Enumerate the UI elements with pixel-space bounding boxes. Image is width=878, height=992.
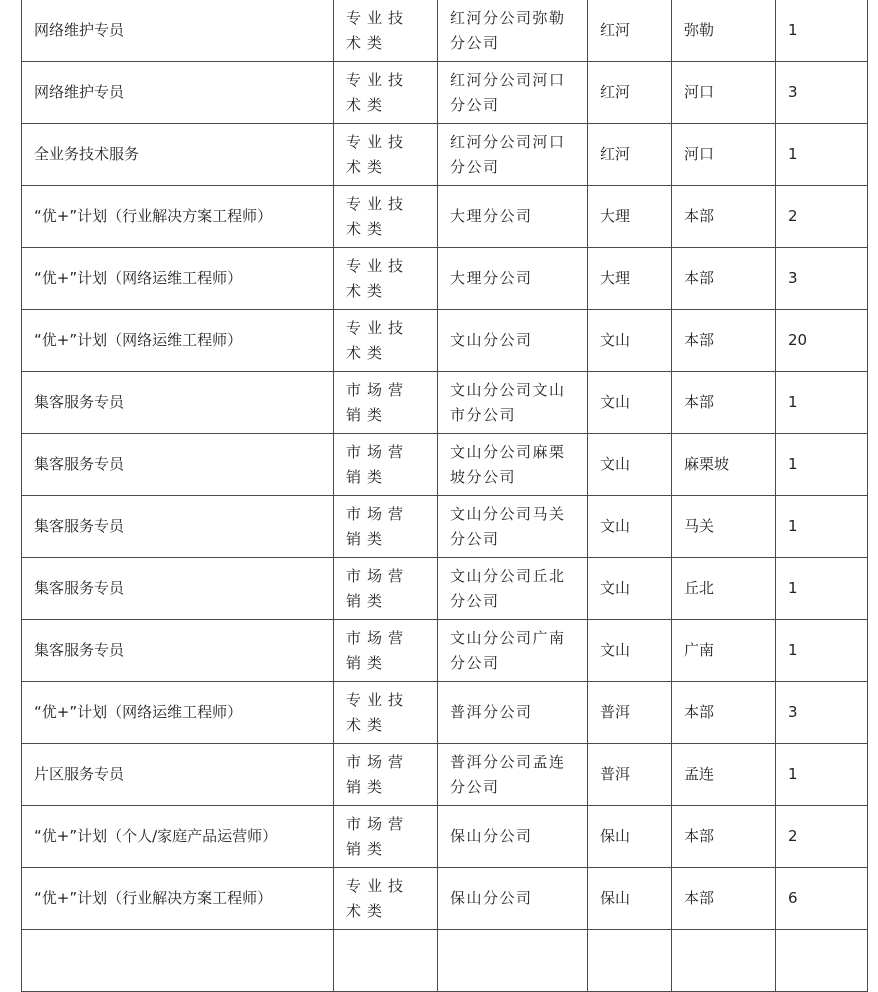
table-row [22, 0, 868, 62]
count-text: 1 [788, 21, 798, 39]
table-row [22, 248, 868, 310]
count-cell [776, 744, 868, 806]
position-cell [22, 124, 334, 186]
region-text: 普洱 [600, 765, 631, 783]
region-cell [588, 868, 672, 930]
position-text: 网络维护专员 [34, 83, 125, 101]
region-cell [588, 434, 672, 496]
region-text: 大理 [600, 207, 631, 225]
category-text: 市场营销类 [346, 380, 410, 424]
table-row [22, 930, 868, 992]
count-cell [776, 930, 868, 992]
category-text: 市场营销类 [346, 504, 410, 548]
location-text: 麻栗坡 [684, 455, 730, 473]
region-cell [588, 682, 672, 744]
table-row [22, 620, 868, 682]
position-cell [22, 62, 334, 124]
category-cell [334, 744, 438, 806]
location-text: 河口 [684, 145, 715, 163]
unit-cell [438, 248, 588, 310]
count-cell [776, 186, 868, 248]
category-cell [334, 124, 438, 186]
count-text: 1 [788, 517, 798, 535]
location-text: 丘北 [684, 579, 715, 597]
position-cell [22, 372, 334, 434]
region-text: 文山 [600, 517, 631, 535]
count-cell [776, 248, 868, 310]
location-cell [672, 310, 776, 372]
category-text: 市场营销类 [346, 628, 410, 672]
count-text: 1 [788, 393, 798, 411]
count-text: 3 [788, 703, 798, 721]
count-cell [776, 868, 868, 930]
location-text: 广南 [684, 641, 715, 659]
location-text: 本部 [684, 269, 715, 287]
location-text: 河口 [684, 83, 715, 101]
position-text: 集客服务专员 [34, 393, 125, 411]
region-cell [588, 930, 672, 992]
category-text: 市场营销类 [346, 814, 410, 858]
location-text: 弥勒 [684, 21, 715, 39]
category-cell [334, 372, 438, 434]
region-cell [588, 558, 672, 620]
unit-text: 红河分公司河口分公司 [450, 70, 566, 114]
region-text: 文山 [600, 331, 631, 349]
category-cell [334, 496, 438, 558]
count-cell [776, 62, 868, 124]
table-row [22, 682, 868, 744]
unit-text: 红河分公司河口分公司 [450, 132, 566, 176]
category-cell [334, 868, 438, 930]
location-cell [672, 744, 776, 806]
position-cell [22, 248, 334, 310]
table-row [22, 868, 868, 930]
unit-text: 大理分公司 [450, 269, 533, 287]
position-text: “优+”计划（网络运维工程师） [34, 331, 243, 349]
unit-text: 红河分公司弥勒分公司 [450, 8, 566, 52]
count-text: 1 [788, 765, 798, 783]
position-text: 集客服务专员 [34, 455, 125, 473]
position-cell [22, 806, 334, 868]
position-text: 全业务技术服务 [34, 145, 140, 163]
position-cell [22, 310, 334, 372]
position-text: 网络维护专员 [34, 21, 125, 39]
count-cell [776, 434, 868, 496]
position-cell [22, 496, 334, 558]
count-text: 20 [788, 331, 808, 349]
count-text: 3 [788, 269, 798, 287]
location-cell [672, 248, 776, 310]
unit-cell [438, 620, 588, 682]
count-cell [776, 0, 868, 62]
region-cell [588, 310, 672, 372]
location-text: 本部 [684, 331, 715, 349]
position-text: 集客服务专员 [34, 641, 125, 659]
location-cell [672, 868, 776, 930]
unit-cell [438, 930, 588, 992]
category-cell [334, 186, 438, 248]
location-cell [672, 62, 776, 124]
region-text: 保山 [600, 827, 631, 845]
position-cell [22, 0, 334, 62]
unit-text: 文山分公司广南分公司 [450, 628, 566, 672]
count-cell [776, 806, 868, 868]
region-text: 大理 [600, 269, 631, 287]
category-text: 专业技术类 [346, 690, 410, 734]
count-text: 1 [788, 455, 798, 473]
table-row [22, 124, 868, 186]
unit-cell [438, 558, 588, 620]
count-text: 1 [788, 579, 798, 597]
position-text: “优+”计划（行业解决方案工程师） [34, 207, 273, 225]
count-text: 2 [788, 827, 798, 845]
position-cell [22, 868, 334, 930]
table-row [22, 62, 868, 124]
region-cell [588, 496, 672, 558]
location-text: 本部 [684, 207, 715, 225]
count-cell [776, 310, 868, 372]
position-text: 集客服务专员 [34, 517, 125, 535]
position-text: 片区服务专员 [34, 765, 125, 783]
position-cell [22, 744, 334, 806]
region-text: 保山 [600, 889, 631, 907]
count-cell [776, 558, 868, 620]
unit-text: 文山分公司麻栗坡分公司 [450, 442, 566, 486]
category-text: 专业技术类 [346, 318, 410, 362]
category-text: 专业技术类 [346, 8, 410, 52]
region-text: 文山 [600, 393, 631, 411]
region-text: 文山 [600, 641, 631, 659]
category-cell [334, 434, 438, 496]
location-cell [672, 558, 776, 620]
category-cell [334, 682, 438, 744]
table-row [22, 744, 868, 806]
location-cell [672, 496, 776, 558]
position-cell [22, 682, 334, 744]
position-cell [22, 930, 334, 992]
position-cell [22, 434, 334, 496]
region-cell [588, 248, 672, 310]
position-cell [22, 186, 334, 248]
location-cell [672, 372, 776, 434]
location-cell [672, 0, 776, 62]
region-cell [588, 806, 672, 868]
category-cell [334, 620, 438, 682]
region-text: 红河 [600, 21, 631, 39]
table-row [22, 372, 868, 434]
recruitment-table [21, 0, 868, 992]
unit-cell [438, 0, 588, 62]
location-text: 孟连 [684, 765, 715, 783]
location-text: 本部 [684, 703, 715, 721]
position-cell [22, 620, 334, 682]
category-cell [334, 0, 438, 62]
region-cell [588, 186, 672, 248]
count-text: 6 [788, 889, 798, 907]
unit-cell [438, 124, 588, 186]
unit-cell [438, 744, 588, 806]
region-text: 文山 [600, 579, 631, 597]
category-cell [334, 806, 438, 868]
unit-text: 普洱分公司 [450, 703, 533, 721]
table-body [22, 0, 868, 992]
unit-cell [438, 372, 588, 434]
unit-cell [438, 186, 588, 248]
category-cell [334, 558, 438, 620]
table-row [22, 496, 868, 558]
region-text: 文山 [600, 455, 631, 473]
table-row [22, 434, 868, 496]
count-text: 1 [788, 641, 798, 659]
category-cell [334, 62, 438, 124]
region-text: 红河 [600, 145, 631, 163]
unit-text: 大理分公司 [450, 207, 533, 225]
count-cell [776, 496, 868, 558]
unit-cell [438, 806, 588, 868]
location-text: 马关 [684, 517, 715, 535]
position-text: “优+”计划（网络运维工程师） [34, 703, 243, 721]
location-cell [672, 124, 776, 186]
location-cell [672, 620, 776, 682]
category-text: 专业技术类 [346, 70, 410, 114]
unit-cell [438, 682, 588, 744]
unit-cell [438, 434, 588, 496]
region-cell [588, 620, 672, 682]
position-text: “优+”计划（个人/家庭产品运营师） [34, 827, 278, 845]
region-cell [588, 0, 672, 62]
count-cell [776, 682, 868, 744]
category-cell [334, 310, 438, 372]
position-cell [22, 558, 334, 620]
region-cell [588, 744, 672, 806]
category-text: 市场营销类 [346, 442, 410, 486]
unit-text: 保山分公司 [450, 889, 533, 907]
unit-text: 文山分公司 [450, 331, 533, 349]
location-cell [672, 434, 776, 496]
location-cell [672, 682, 776, 744]
region-cell [588, 372, 672, 434]
count-text: 2 [788, 207, 798, 225]
location-text: 本部 [684, 827, 715, 845]
region-text: 普洱 [600, 703, 631, 721]
location-cell [672, 930, 776, 992]
table-row [22, 558, 868, 620]
unit-cell [438, 62, 588, 124]
count-cell [776, 124, 868, 186]
region-cell [588, 62, 672, 124]
region-cell [588, 124, 672, 186]
position-text: “优+”计划（网络运维工程师） [34, 269, 243, 287]
count-text: 3 [788, 83, 798, 101]
category-text: 专业技术类 [346, 194, 410, 238]
category-text: 市场营销类 [346, 566, 410, 610]
category-cell [334, 248, 438, 310]
location-text: 本部 [684, 393, 715, 411]
count-cell [776, 372, 868, 434]
category-text: 市场营销类 [346, 752, 410, 796]
unit-text: 文山分公司丘北分公司 [450, 566, 566, 610]
unit-text: 保山分公司 [450, 827, 533, 845]
location-cell [672, 186, 776, 248]
unit-cell [438, 868, 588, 930]
table-row [22, 310, 868, 372]
category-text: 专业技术类 [346, 876, 410, 920]
region-text: 红河 [600, 83, 631, 101]
category-text: 专业技术类 [346, 256, 410, 300]
table-row [22, 806, 868, 868]
count-text: 1 [788, 145, 798, 163]
unit-text: 普洱分公司孟连分公司 [450, 752, 566, 796]
unit-text: 文山分公司马关分公司 [450, 504, 566, 548]
unit-cell [438, 496, 588, 558]
location-text: 本部 [684, 889, 715, 907]
unit-text: 文山分公司文山市分公司 [450, 380, 566, 424]
category-text: 专业技术类 [346, 132, 410, 176]
table-row [22, 186, 868, 248]
position-text: “优+”计划（行业解决方案工程师） [34, 889, 273, 907]
unit-cell [438, 310, 588, 372]
location-cell [672, 806, 776, 868]
position-text: 集客服务专员 [34, 579, 125, 597]
count-cell [776, 620, 868, 682]
category-cell [334, 930, 438, 992]
